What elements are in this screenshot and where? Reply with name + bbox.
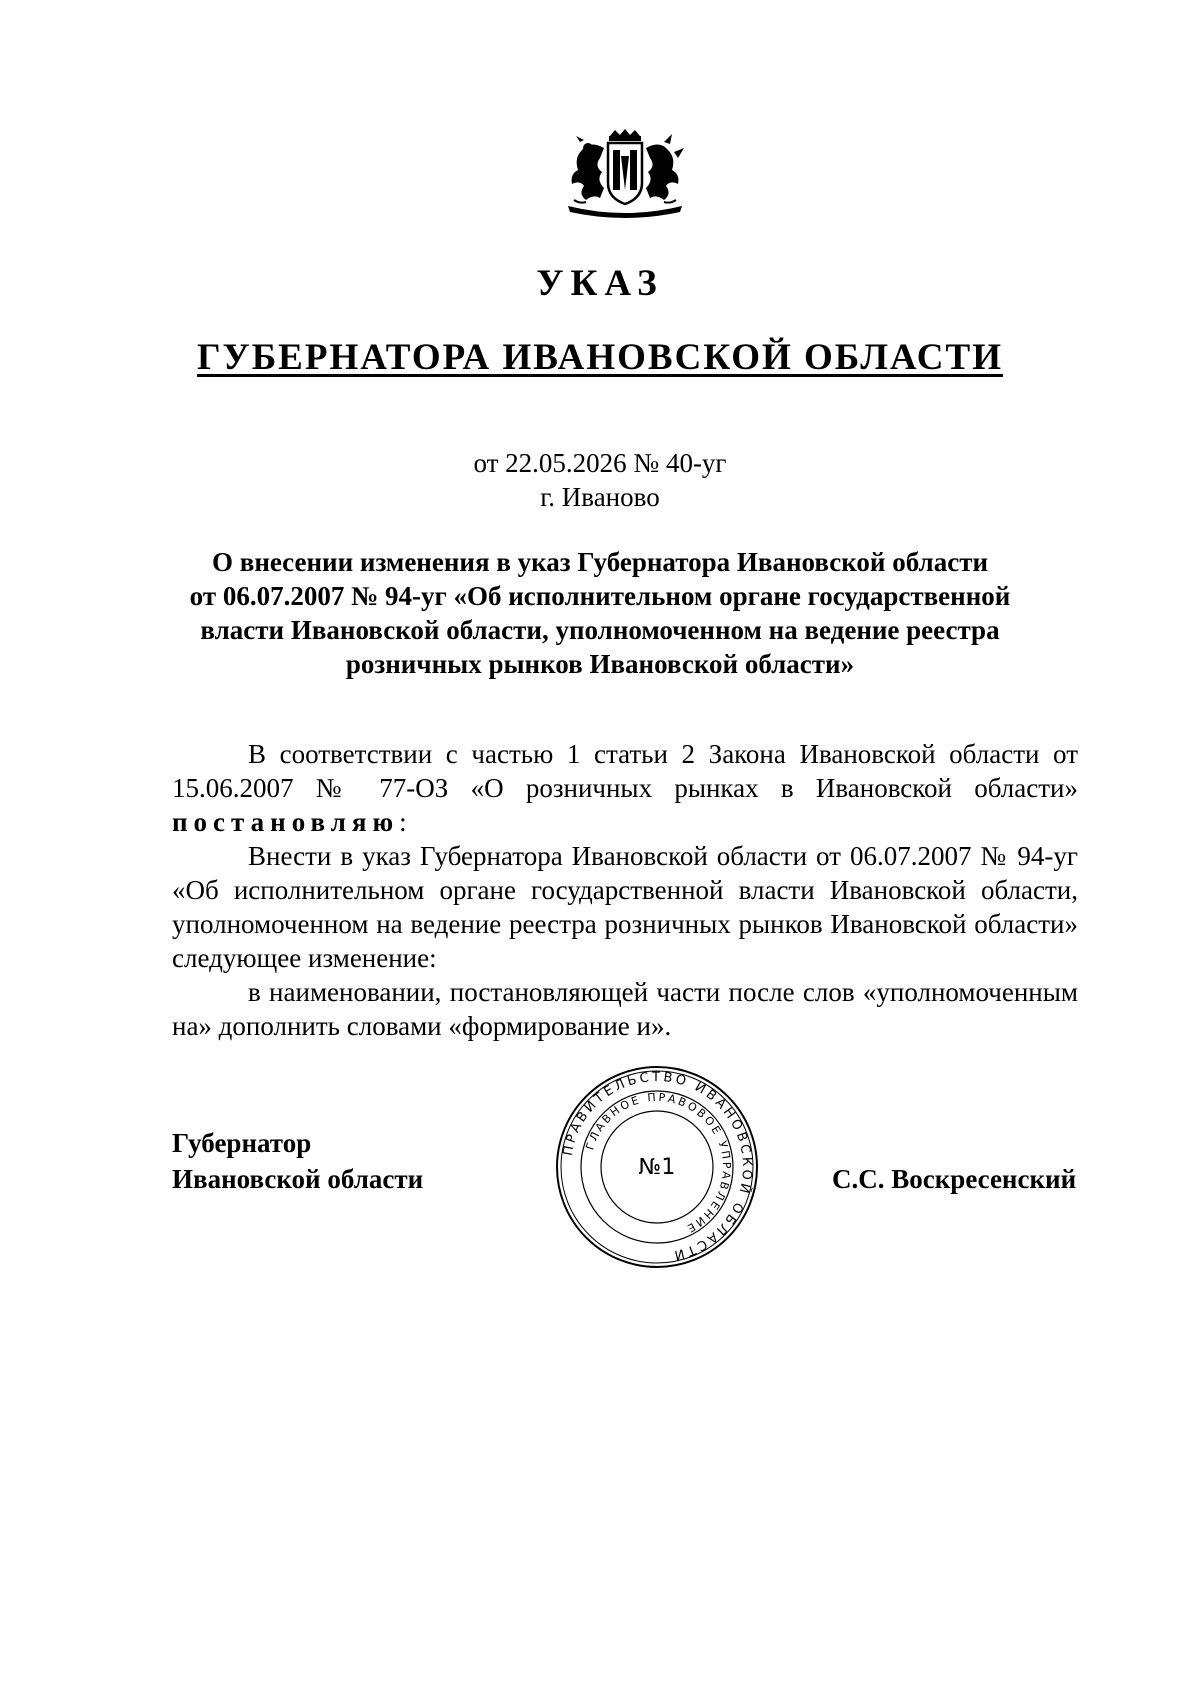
stamp-outer-text: ПРАВИТЕЛЬСТВО ИВАНОВСКОЙ ОБЛАСТИ bbox=[560, 1069, 755, 1263]
subject-line: розничных рынков Ивановской области» bbox=[345, 649, 855, 679]
document-subject bbox=[150, 545, 1050, 681]
subject-line: власти Ивановской области, уполномоченном на ведение реестра bbox=[200, 615, 1000, 645]
signatory-title bbox=[172, 1125, 423, 1197]
signatory-title-line: Ивановской области bbox=[172, 1164, 424, 1194]
decree-colon: : bbox=[399, 807, 407, 837]
document-body bbox=[172, 737, 1078, 1043]
signatory-title-line: Губернатор bbox=[172, 1128, 312, 1158]
preamble-text: В соответствии с частью 1 статьи 2 Закона Ивановской области от 15.06.2007 № 77-ОЗ «О розничных рынках в Ивановской области» bbox=[172, 739, 1078, 803]
subject-line: от 06.07.2007 № 94-уг «Об исполнительном органе государственной bbox=[189, 581, 1011, 611]
body-paragraph-1: Внести в указ Губернатора Ивановской области от 06.07.2007 № 94-уг «Об исполнительном органе государственной власти Ивановской области, уполномоченном на ведение реестра розничных рынков Ивановской области» следующее изменение: bbox=[172, 841, 1078, 973]
issuing-authority-title bbox=[0, 336, 1200, 380]
stamp-inner-text: ГЛАВНОЕ ПРАВОВОЕ УПРАВЛЕНИЕ bbox=[583, 1090, 734, 1236]
issuing-authority-text: ГУБЕРНАТОРА ИВАНОВСКОЙ ОБЛАСТИ bbox=[197, 337, 1003, 378]
signatory-name: С.С. Воскресенский bbox=[832, 1164, 1077, 1194]
body-paragraph-2: в наименовании, постановляющей части после слов «уполномоченным на» дополнить словами «формирование и». bbox=[172, 977, 1078, 1041]
subject-line: О внесении изменения в указ Губернатора Ивановской области bbox=[211, 547, 989, 577]
stamp-number: №1 bbox=[638, 1155, 676, 1180]
city-line: г. Иваново bbox=[540, 482, 660, 512]
coat-of-arms-icon bbox=[560, 128, 690, 218]
document-type-title: УКАЗ bbox=[536, 263, 664, 304]
preamble-paragraph bbox=[172, 737, 1078, 839]
official-stamp bbox=[552, 1062, 762, 1272]
decree-word: постановляю bbox=[172, 807, 400, 837]
date-number-line: от 22.05.2026 № 40-уг bbox=[473, 448, 727, 478]
